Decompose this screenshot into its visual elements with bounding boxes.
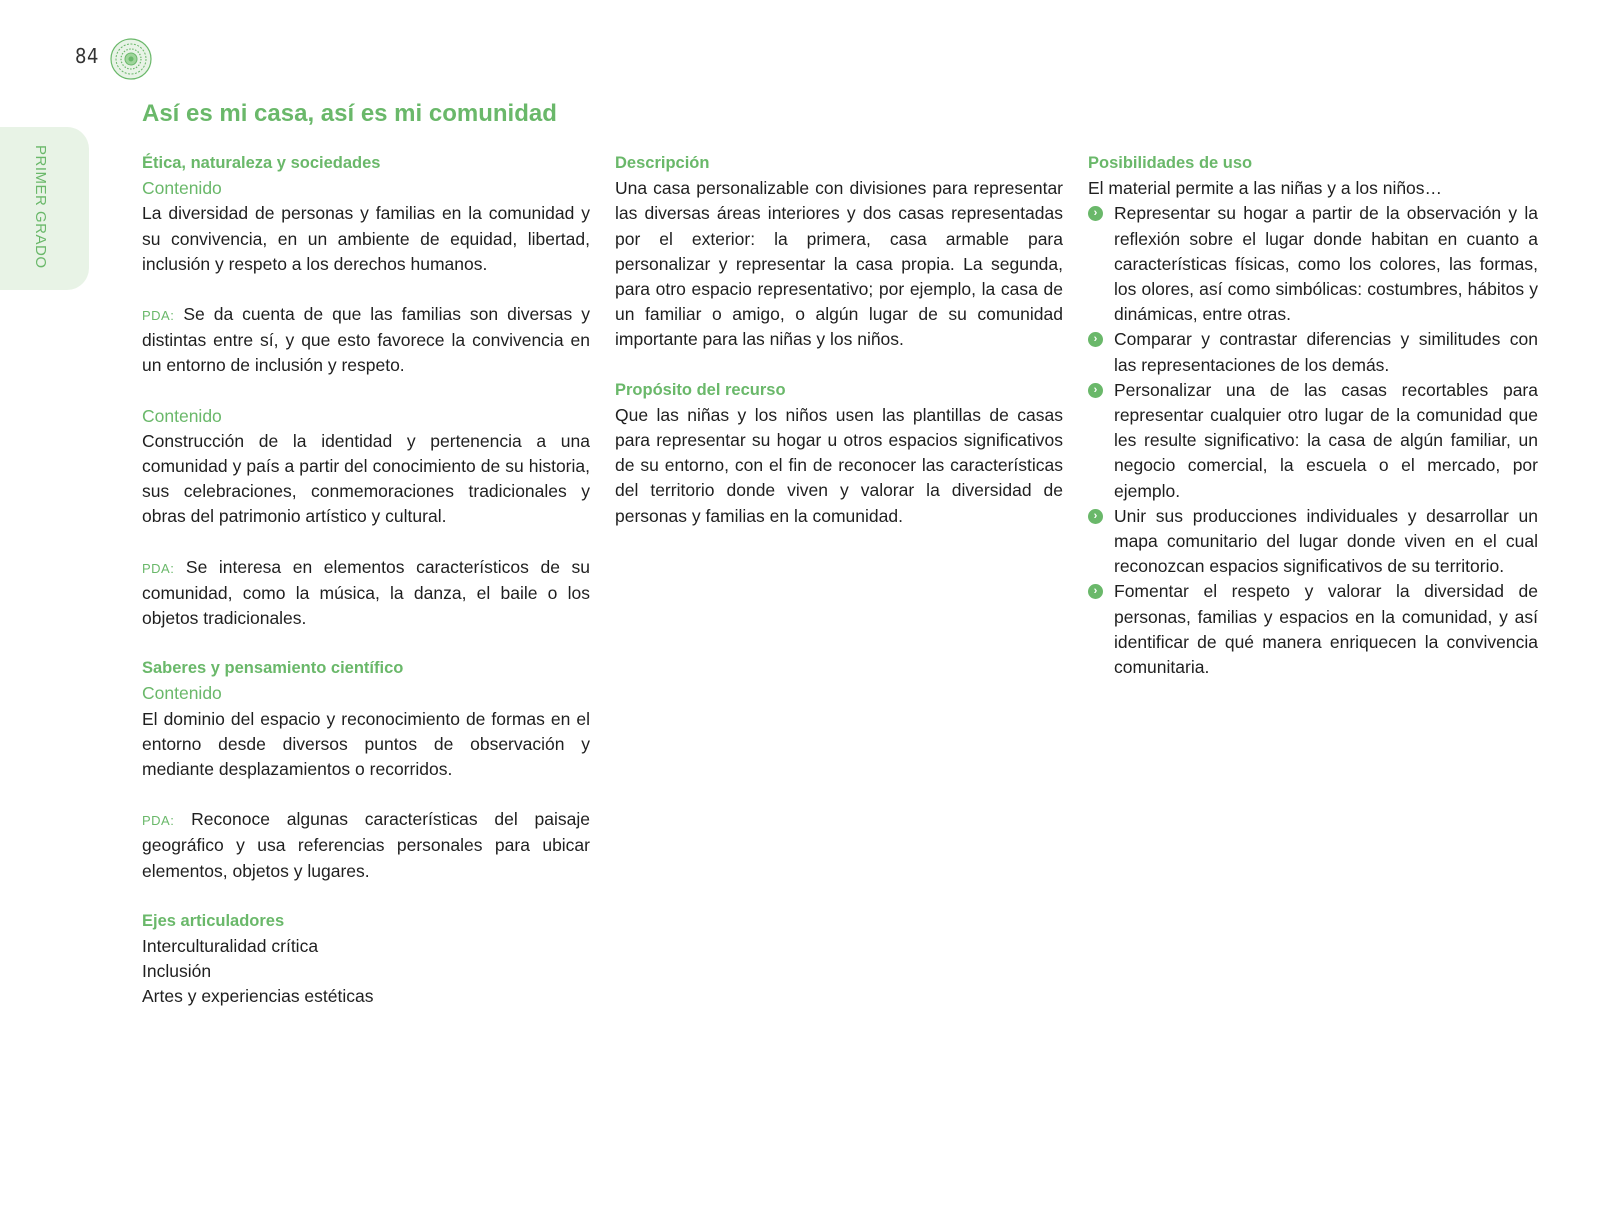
list-item-text: Representar su hogar a partir de la observación y la reflexión sobre el lugar donde habitan en cuanto a características físicas, como los colores, las formas, los olores, así como simbólicas: costumbres, hábitos y dinámicas, entre otras. xyxy=(1114,203,1538,325)
mandala-icon xyxy=(110,38,152,80)
section-heading-proposito: Propósito del recurso xyxy=(615,380,786,399)
side-tab-label: PRIMER GRADO xyxy=(32,145,49,269)
column-middle xyxy=(615,151,1063,529)
eje-item: Interculturalidad crítica xyxy=(142,936,319,957)
pda-tag: PDA: xyxy=(142,308,175,324)
page-title: Así es mi casa, así es mi comunidad xyxy=(142,100,557,127)
section-heading-etica: Ética, naturaleza y sociedades xyxy=(142,154,381,172)
column-right xyxy=(1088,151,1538,680)
pda-text: Reconoce algunas características del paisaje geográfico y usa referencias personales para ubicar elementos, objetos y lugares. xyxy=(142,809,590,881)
list-item xyxy=(1088,579,1538,680)
contenido-text: El dominio del espacio y reconocimiento de formas en el entorno desde diversos puntos de observación y mediante desplazamientos o recorridos. xyxy=(142,708,590,780)
page-number: 84 xyxy=(75,44,99,68)
list-item xyxy=(1088,201,1538,327)
contenido-text: La diversidad de personas y familias en la comunidad y su convivencia, en un ambiente de equidad, libertad, inclusión y respeto a los derechos humanos. xyxy=(142,203,590,274)
list-item xyxy=(1088,327,1538,377)
chevron-circle-icon: › xyxy=(1088,332,1103,347)
section-heading-posibilidades: Posibilidades de uso xyxy=(1088,154,1253,172)
list-item-text: Fomentar el respeto y valorar la diversidad de personas, familias y espacios en la comunidad, y así identificar de qué manera enriquecen la convivencia comunitaria. xyxy=(1114,581,1538,678)
posibilidades-intro: El material permite a las niñas y a los niños… xyxy=(1088,178,1443,199)
chevron-circle-icon: › xyxy=(1088,509,1103,524)
posibilidades-list xyxy=(1088,201,1538,680)
contenido-label: Contenido xyxy=(142,405,222,426)
contenido-label: Contenido xyxy=(142,178,222,199)
chevron-circle-icon: › xyxy=(1088,206,1103,221)
grade-side-tab xyxy=(0,127,89,290)
pda-text: Se da cuenta de que las familias son diversas y distintas entre sí, y que esto favorece la convivencia en un entorno de inclusión y respeto. xyxy=(142,304,590,376)
proposito-text: Que las niñas y los niños usen las plantillas de casas para representar su hogar u otros espacios significativos de su entorno, con el fin de reconocer las características del territorio donde viven y valorar la diversidad de personas y familias en la comunidad. xyxy=(615,404,1063,526)
contenido-text: Construcción de la identidad y pertenencia a una comunidad y país a partir del conocimiento de su historia, sus celebraciones, conmemoraciones tradicionales y obras del patrimonio artístico y cultural. xyxy=(142,430,590,527)
list-item-text: Unir sus producciones individuales y desarrollar un mapa comunitario del lugar donde viven en el cual reconozcan espacios significativos de su territorio. xyxy=(1114,505,1538,577)
contenido-label: Contenido xyxy=(142,683,222,704)
pda-paragraph xyxy=(142,302,590,379)
section-heading-descripcion: Descripción xyxy=(615,154,710,172)
eje-item: Artes y experiencias estéticas xyxy=(142,986,374,1007)
eje-item: Inclusión xyxy=(142,961,212,982)
pda-tag: PDA: xyxy=(142,813,175,829)
list-item-text: Comparar y contrastar diferencias y similitudes con las representaciones de los demás. xyxy=(1114,329,1538,375)
chevron-circle-icon: › xyxy=(1088,383,1103,398)
section-heading-saberes: Saberes y pensamiento científico xyxy=(142,659,404,678)
pda-text: Se interesa en elementos característicos de su comunidad, como la música, la danza, el baile o los objetos tradicionales. xyxy=(142,556,590,629)
section-heading-ejes: Ejes articuladores xyxy=(142,911,285,930)
column-left xyxy=(142,151,590,1010)
chevron-circle-icon: › xyxy=(1088,584,1103,599)
list-item xyxy=(1088,378,1538,504)
list-item xyxy=(1088,504,1538,580)
list-item-text: Personalizar una de las casas recortables para representar cualquier otro lugar de la comunidad que les resulte significativo: la casa de algún familiar, un negocio comercial, la escuela o el mercado, por ejemplo. xyxy=(1114,379,1538,501)
descripcion-text: Una casa personalizable con divisiones para representar las diversas áreas interiores y dos casas representadas por el exterior: la primera, casa armable para personalizar y representar la casa propia. La segunda, para otro espacio representativo; por ejemplo, la casa de un familiar o amigo, o algún lugar de su comunidad importante para las niñas y los niños. xyxy=(615,178,1063,350)
pda-paragraph xyxy=(142,807,590,884)
pda-paragraph xyxy=(142,555,590,632)
pda-tag: PDA: xyxy=(142,560,175,576)
